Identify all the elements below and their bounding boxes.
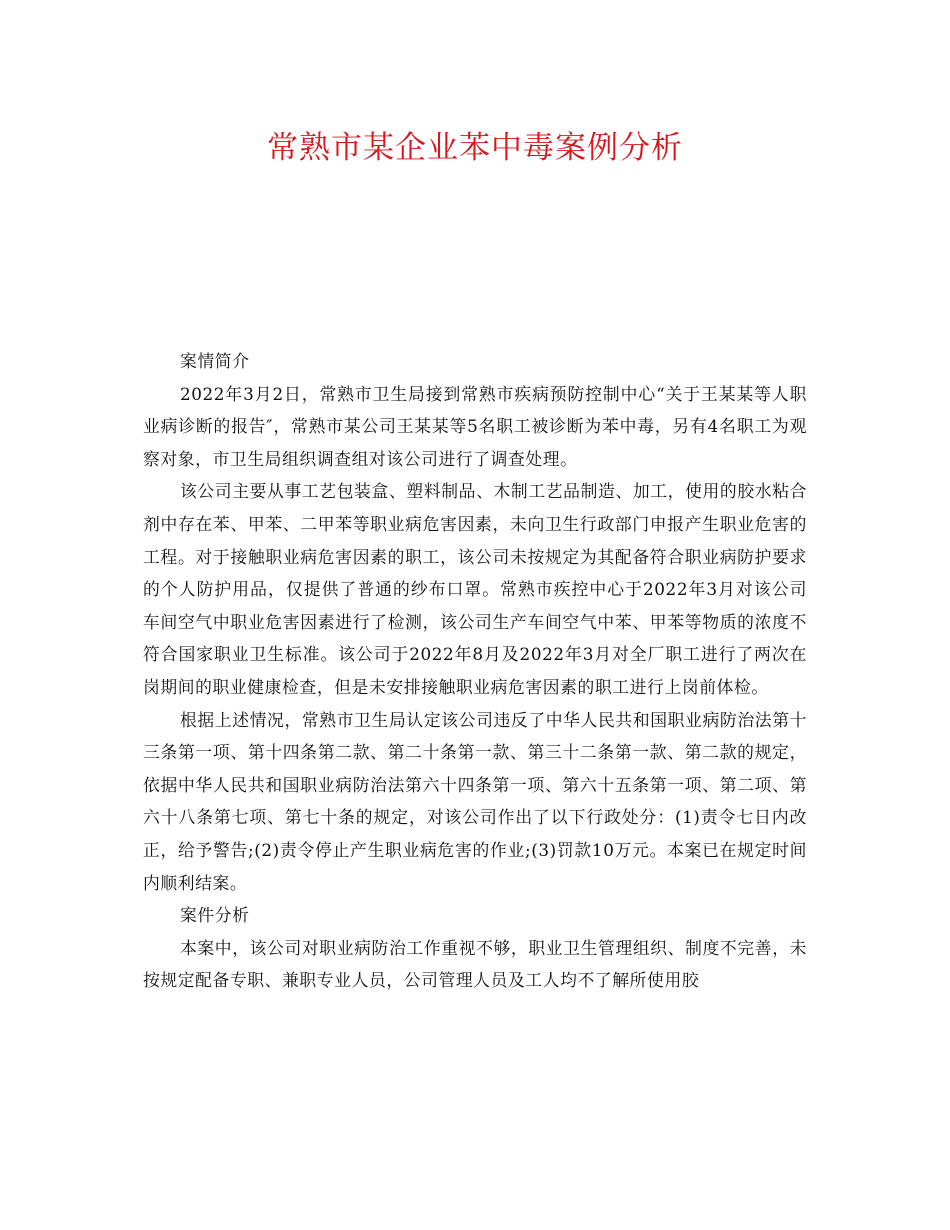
document-title: 常熟市某企业苯中毒案例分析 — [267, 130, 683, 166]
paragraph-penalty-decision: 根据上述情况，常熟市卫生局认定该公司违反了中华人民共和国职业病防治法第十三条第一项、第十四条第二款、第二十条第一款、第三十二条第一款、第二款的规定，依据中华人民共和国职业病防治法第六十四条第一项、第六十五条第一项、第二项、第六十八条第七项、第七十条的规定，对该公司作出了以下行政处分：(1)责令七日内改正，给予警告;(2)责令停止产生职业病危害的作业;(3)罚款10万元。本案已在规定时间内顺利结案。 — [143, 709, 807, 893]
document-body — [143, 345, 807, 997]
paragraph-report-received: 2022年3月2日，常熟市卫生局接到常熟市疾病预防控制中心“关于王某某等人职业病诊断的报告″，常熟市某公司王某某等5名职工被诊断为苯中毒，另有4名职工为观察对象，市卫生局组织调查组对该公司进行了调查处理。 — [143, 383, 807, 469]
paragraph-analysis: 本案中，该公司对职业病防治工作重视不够，职业卫生管理组织、制度不完善，未按规定配备专职、兼职专业人员，公司管理人员及工人均不了解所使用胶 — [143, 937, 807, 991]
section-heading-case-analysis: 案件分析 — [179, 905, 250, 926]
section-heading-case-summary: 案情简介 — [179, 351, 250, 371]
paragraph-company-findings: 该公司主要从事工艺包装盒、塑料制品、木制工艺品制造、加工，使用的胶水粘合剂中存在苯、甲苯、二甲苯等职业病危害因素，未向卫生行政部门申报产生职业危害的工程。对于接触职业病危害因素的职工，该公司未按规定为其配备符合职业病防护要求的个人防护用品，仅提供了普通的纱布口罩。常熟市疾控中心于2022年3月对该公司车间空气中职业危害因素进行了检测，该公司生产车间空气中苯、甲苯等物质的浓度不符合国家职业卫生标准。该公司于2022年8月及2022年3月对全厂职工进行了两次在岗期间的职业健康检查，但是未安排接触职业病危害因素的职工进行上岗前体检。 — [143, 481, 807, 697]
